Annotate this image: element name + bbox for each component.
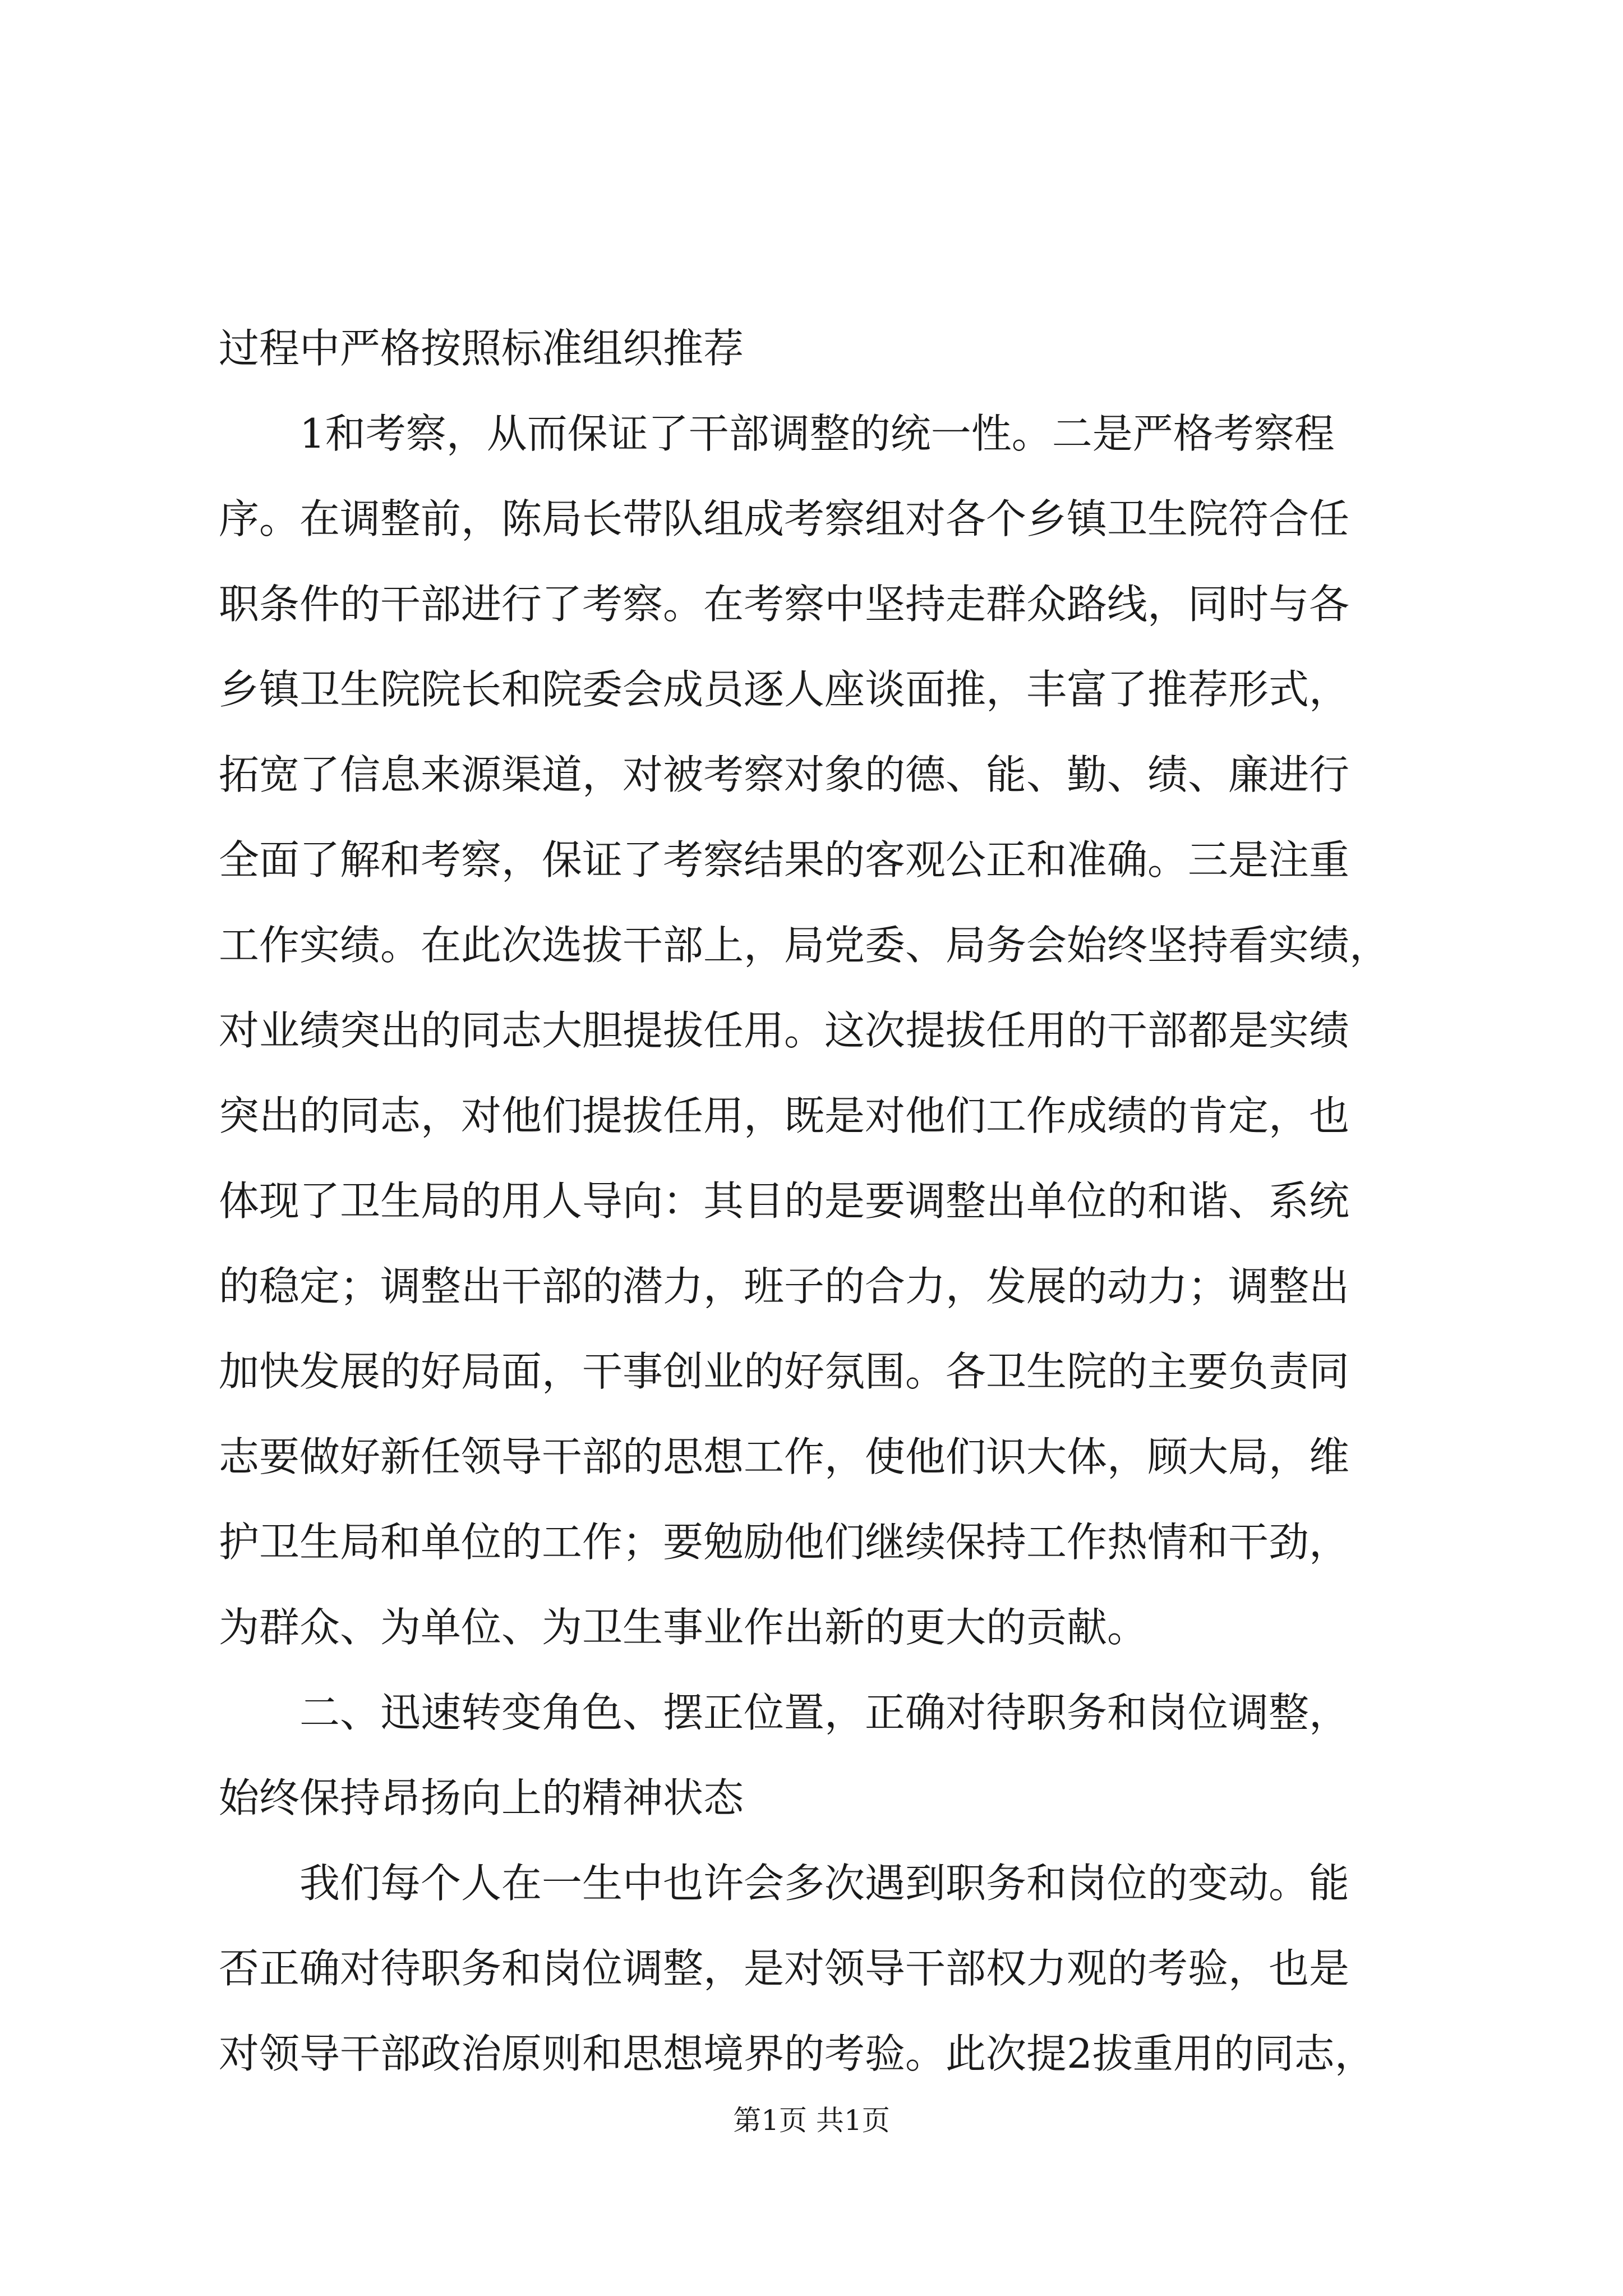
text-line: 乡镇卫生院院长和院委会成员逐人座谈面推，丰富了推荐形式， xyxy=(219,666,1350,713)
text-line: 加快发展的好局面，干事创业的好氛围。各卫生院的主要负责同 xyxy=(219,1348,1350,1395)
text-line: 否正确对待职务和岗位调整，是对领导干部权力观的考验，也是 xyxy=(219,1945,1350,1992)
text-line: 突出的同志，对他们提拔任用，既是对他们工作成绩的肯定，也 xyxy=(219,1092,1350,1139)
text-line: 序。在调整前，陈局长带队组成考察组对各个乡镇卫生院符合任 xyxy=(219,495,1350,542)
text-line: 始终保持昂扬向上的精神状态 xyxy=(219,1774,744,1821)
text-line: 职条件的干部进行了考察。在考察中坚持走群众路线，同时与各 xyxy=(219,581,1350,628)
text-line: 1和考察，从而保证了干部调整的统一性。二是严格考察程 xyxy=(219,410,1335,457)
text-line: 我们每个人在一生中也许会多次遇到职务和岗位的变动。能 xyxy=(219,1860,1350,1907)
text-line: 过程中严格按照标准组织推荐 xyxy=(219,325,744,372)
body-text xyxy=(219,306,1430,2096)
text-line: 全面了解和考察，保证了考察结果的客观公正和准确。三是注重 xyxy=(219,836,1350,884)
text-line: 志要做好新任领导干部的思想工作，使他们识大体，顾大局，维 xyxy=(219,1433,1350,1480)
text-line: 二、迅速转变角色、摆正位置，正确对待职务和岗位调整， xyxy=(219,1689,1350,1736)
text-line: 对领导干部政治原则和思想境界的考验。此次提2拔重用的同志， xyxy=(219,2030,1375,2077)
text-line: 的稳定；调整出干部的潜力，班子的合力，发展的动力；调整出 xyxy=(219,1263,1350,1310)
text-line: 为群众、为单位、为卫生事业作出新的更大的贡献。 xyxy=(219,1604,1148,1651)
text-line: 对业绩突出的同志大胆提拔任用。这次提拔任用的干部都是实绩 xyxy=(219,1007,1350,1054)
text-line: 护卫生局和单位的工作；要勉励他们继续保持工作热情和干劲， xyxy=(219,1519,1350,1566)
text-line: 拓宽了信息来源渠道，对被考察对象的德、能、勤、绩、廉进行 xyxy=(219,751,1350,798)
text-line: 体现了卫生局的用人导向：其目的是要调整出单位的和谐、系统 xyxy=(219,1177,1350,1225)
page-footer: 第1页 共1页 xyxy=(733,2104,890,2137)
text-line: 工作实绩。在此次选拔干部上，局党委、局务会始终坚持看实绩， xyxy=(219,922,1390,969)
